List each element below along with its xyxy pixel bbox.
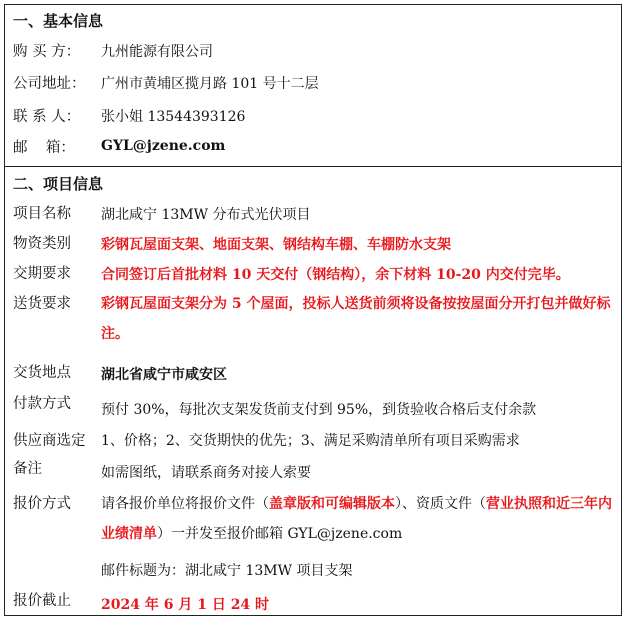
quote-text-1: 请各报价单位将报价文件（ — [101, 496, 269, 512]
project-info-section — [5, 166, 621, 616]
quote-method-label: 报价方式 — [13, 496, 71, 512]
address-label: 公司地址： — [13, 76, 86, 92]
email-label: 邮 箱： — [13, 140, 75, 156]
material-category-value: 彩钢瓦屋面支架、地面支架、钢结构车棚、车棚防水支架 — [101, 237, 451, 253]
shipping-requirement-value: 彩钢瓦屋面支架分为 5 个屋面，投标人送货前须将设备按按屋面分开打包并做好标注。 — [101, 296, 611, 342]
shipping-requirement-label: 送货要求 — [13, 296, 71, 312]
material-category-label: 物资类别 — [13, 236, 71, 252]
contact-label: 联 系 人： — [13, 109, 81, 125]
info-document — [4, 4, 622, 616]
supplier-selection-value: 1、价格；2、交货期快的优先；3、满足采购清单所有项目采购需求 — [101, 433, 520, 449]
delivery-requirement-value: 合同签订后首批材料 10 天交付（钢结构），余下材料 10-20 内交付完毕。 — [101, 267, 570, 283]
payment-method-label: 付款方式 — [13, 396, 71, 412]
quote-method-value — [101, 489, 613, 549]
delivery-location-value: 湖北省咸宁市咸安区 — [101, 367, 227, 383]
delivery-requirement-label: 交期要求 — [13, 266, 71, 282]
quote-highlight-stamped: 盖章版和可编辑版本 — [269, 496, 395, 512]
buyer-value: 九州能源有限公司 — [101, 44, 213, 60]
address-value: 广州市黄埔区揽月路 101 号十二层 — [101, 76, 319, 92]
quote-text-3: ）一并发至报价邮箱 GYL@jzene.com — [157, 526, 403, 542]
email-value[interactable]: GYL@jzene.com — [101, 138, 226, 154]
delivery-location-label: 交货地点 — [13, 365, 71, 381]
buyer-label: 购 买 方： — [13, 44, 81, 60]
note-label: 备注 — [13, 461, 42, 477]
supplier-selection-label: 供应商选定 — [13, 433, 86, 449]
quote-highlight-license: 营业执照和近三年内业绩清单 — [101, 496, 612, 542]
project-info-heading: 二、项目信息 — [13, 175, 104, 193]
project-name-label: 项目名称 — [13, 206, 71, 222]
note-value: 如需图纸，请联系商务对接人索要 — [101, 465, 311, 481]
basic-info-section — [5, 5, 621, 166]
contact-value: 张小姐 13544393126 — [101, 109, 246, 125]
quote-text-2: ）、资质文件（ — [395, 496, 486, 512]
quote-deadline-value: 2024 年 6 月 1 日 24 时 — [101, 597, 270, 613]
quote-deadline-label: 报价截止 — [13, 593, 71, 609]
basic-info-heading: 一、基本信息 — [13, 12, 104, 30]
email-subject-line: 邮件标题为：湖北咸宁 13MW 项目支架 — [101, 563, 353, 579]
project-name-value: 湖北咸宁 13MW 分布式光伏项目 — [101, 207, 311, 223]
payment-method-value: 预付 30%，每批次支架发货前支付到 95%，到货验收合格后支付余款 — [101, 402, 537, 418]
